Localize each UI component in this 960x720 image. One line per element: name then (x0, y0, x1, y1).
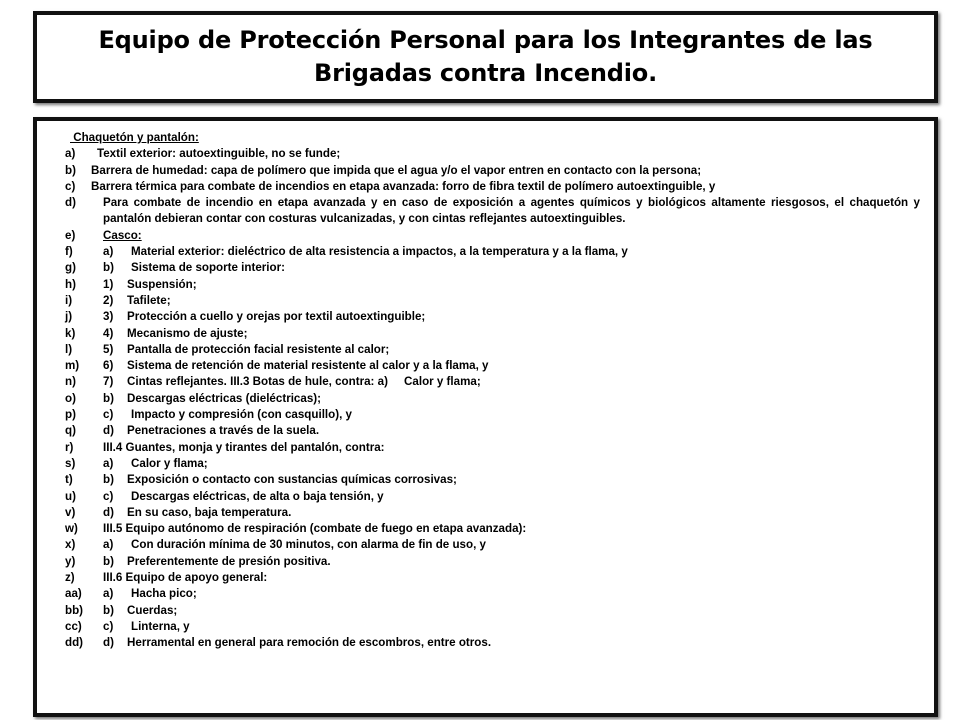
item-text: Exposición o contacto con sustancias químicas corrosivas; (127, 473, 457, 487)
list-item (65, 293, 920, 309)
item-label: r) (65, 440, 74, 454)
item-text: Herramental en general para remoción de escombros, entre otros. (127, 636, 492, 650)
item-sublabel: b) (103, 391, 114, 405)
item-sublabel: 3) (103, 310, 114, 324)
section-header-row (65, 130, 920, 146)
list-item (65, 554, 920, 570)
item-label: y) (65, 554, 76, 568)
item-sublabel: b) (103, 554, 114, 568)
item-label: j) (65, 310, 73, 324)
item-sublabel: c) (103, 408, 114, 422)
list-item (65, 586, 920, 602)
content-box (33, 117, 938, 717)
item-text: Pantalla de protección facial resistente al calor; (127, 342, 390, 356)
item-text: Calor y flama; (131, 456, 208, 470)
item-label: o) (65, 391, 76, 405)
item-label: n) (65, 375, 76, 389)
list-item (65, 342, 920, 358)
item-text: Tafilete; (127, 293, 171, 307)
list-item (65, 619, 920, 635)
item-label: e) (65, 228, 76, 242)
item-label: v) (65, 505, 76, 519)
list-item (65, 521, 920, 537)
list-item (65, 635, 920, 651)
list-item (65, 391, 920, 407)
list-item (65, 277, 920, 293)
list-item (65, 260, 920, 276)
item-text: Con duración mínima de 30 minutos, con alarma de fin de uso, y (131, 538, 486, 552)
list-item (65, 228, 920, 244)
item-text: Descargas eléctricas, de alta o baja tensión, y (131, 489, 384, 503)
list-item (65, 472, 920, 488)
item-label: l) (65, 342, 73, 356)
item-sublabel: d) (103, 636, 114, 650)
list-item (65, 423, 920, 439)
item-label: t) (65, 473, 73, 487)
title-box (33, 11, 938, 103)
item-text: III.6 Equipo de apoyo general: (103, 571, 268, 585)
list-item (65, 358, 920, 374)
list-item (65, 309, 920, 325)
list-item (65, 537, 920, 553)
item-label: k) (65, 326, 76, 340)
item-sublabel: 6) (103, 359, 114, 373)
item-text: Textil exterior: autoextinguible, no se funde; (97, 147, 341, 161)
list-item (65, 407, 920, 423)
item-text: Material exterior: dieléctrico de alta resistencia a impactos, a la temperatura y a la flama, y (131, 245, 628, 259)
item-text: Hacha pico; (131, 587, 197, 601)
item-sublabel: d) (103, 505, 114, 519)
section-header: Chaquetón y pantalón: (70, 131, 199, 144)
item-label: z) (65, 571, 75, 585)
item-label: bb) (65, 603, 84, 617)
item-sublabel: a) (103, 456, 114, 470)
item-sublabel: d) (103, 424, 114, 438)
item-label: f) (65, 245, 73, 259)
item-text: III.5 Equipo autónomo de respiración (combate de fuego en etapa avanzada): (103, 522, 527, 536)
item-text: Suspensión; (127, 277, 197, 291)
item-text: Para combate de incendio en etapa avanzada y en caso de exposición a agentes químicos y biológicos altamente riesgosos, el chaquetón y pantalón debieran contar con costuras vulcanizadas, y con cintas reflejantes autoextinguibles. (103, 196, 920, 226)
list-item (65, 570, 920, 586)
item-sublabel: c) (103, 489, 114, 503)
item-text: Sistema de retención de material resistente al calor y a la flama, y (127, 359, 489, 373)
list-item (65, 326, 920, 342)
item-text: Linterna, y (131, 619, 190, 633)
item-label: p) (65, 408, 76, 422)
list-item (65, 505, 920, 521)
list-item (65, 489, 920, 505)
item-sublabel: 2) (103, 293, 114, 307)
list-item (65, 195, 920, 228)
item-label: d) (65, 196, 76, 210)
item-text: Barrera térmica para combate de incendios en etapa avanzada: forro de fibra textil de polímero autoextinguible, y (91, 179, 716, 193)
list-item (65, 179, 920, 195)
list-item (65, 244, 920, 260)
item-label: w) (65, 522, 78, 536)
item-sublabel: 4) (103, 326, 114, 340)
list-item (65, 374, 920, 390)
equipment-list (65, 130, 920, 652)
item-label: x) (65, 538, 76, 552)
item-text: Barrera de humedad: capa de polímero que impida que el agua y/o el vapor entren en contacto con la persona; (91, 163, 702, 177)
item-label: h) (65, 277, 76, 291)
item-label: m) (65, 359, 80, 373)
item-label: s) (65, 456, 76, 470)
item-text: Descargas eléctricas (dieléctricas); (127, 391, 321, 405)
item-label: a) (65, 147, 76, 161)
item-text: Cintas reflejantes. III.3 Botas de hule, contra: a) Calor y flama; (127, 375, 481, 389)
item-label: g) (65, 261, 76, 275)
list-item (65, 456, 920, 472)
item-sublabel: a) (103, 538, 114, 552)
item-label: c) (65, 179, 76, 193)
item-label: i) (65, 293, 73, 307)
item-sublabel: 5) (103, 342, 114, 356)
item-text: Penetraciones a través de la suela. (127, 424, 320, 438)
item-sublabel: b) (103, 261, 114, 275)
item-text: Cuerdas; (127, 603, 178, 617)
item-sublabel: 7) (103, 375, 114, 389)
item-sublabel: c) (103, 619, 114, 633)
item-label: b) (65, 163, 76, 177)
item-sublabel: 1) (103, 277, 114, 291)
item-text: Casco: (103, 228, 142, 242)
item-sublabel: b) (103, 603, 114, 617)
item-text: III.4 Guantes, monja y tirantes del pantalón, contra: (103, 440, 385, 454)
list-item (65, 163, 920, 179)
item-text: Protección a cuello y orejas por textil autoextinguible; (127, 310, 426, 324)
item-text: En su caso, baja temperatura. (127, 505, 292, 519)
item-label: cc) (65, 619, 82, 633)
item-label: q) (65, 424, 76, 438)
list-item (65, 603, 920, 619)
item-label: u) (65, 489, 76, 503)
item-text: Preferentemente de presión positiva. (127, 554, 331, 568)
item-sublabel: b) (103, 473, 114, 487)
item-text: Impacto y compresión (con casquillo), y (131, 408, 352, 422)
list-item (65, 146, 920, 162)
item-label: aa) (65, 587, 82, 601)
item-text: Mecanismo de ajuste; (127, 326, 248, 340)
item-text: Sistema de soporte interior: (131, 261, 285, 275)
page-title: Equipo de Protección Personal para los Integrantes de las Brigadas contra Incendio. (98, 26, 873, 87)
list-item (65, 440, 920, 456)
item-sublabel: a) (103, 587, 114, 601)
item-label: dd) (65, 636, 84, 650)
item-sublabel: a) (103, 245, 114, 259)
